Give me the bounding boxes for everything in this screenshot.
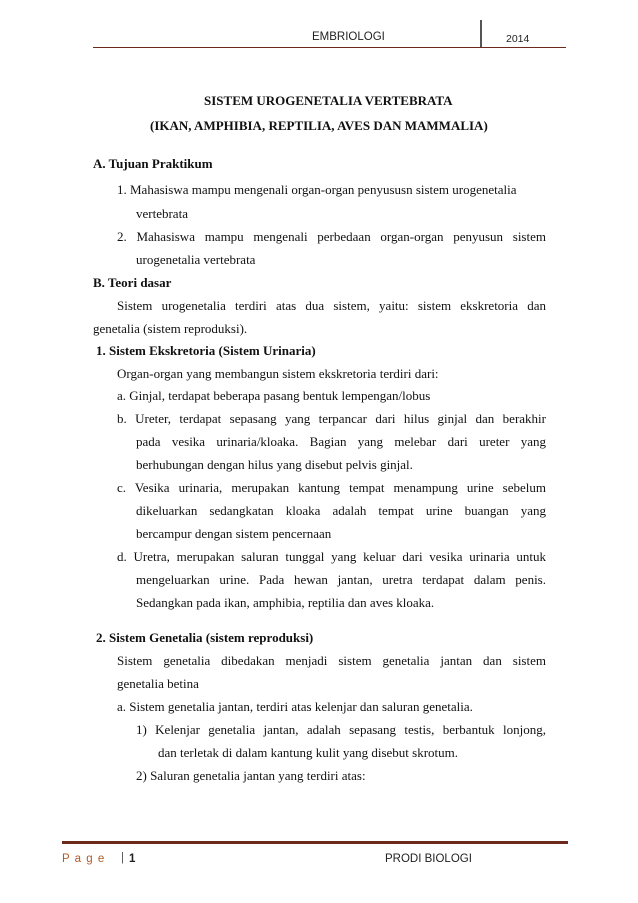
doc-title-line2: (IKAN, AMPHIBIA, REPTILIA, AVES DAN MAMMALIA): [150, 118, 488, 133]
footer-dept: PRODI BIOLOGI: [385, 853, 472, 865]
footer-page-sep: |: [121, 852, 124, 864]
sub1-d-line3: Sedangkan pada ikan, amphibia, reptilia dan aves kloaka.: [136, 595, 435, 610]
sub1-a-line1: a. Ginjal, terdapat beberapa pasang bentuk lempengan/lobus: [117, 388, 431, 403]
section-b-heading: B. Teori dasar: [93, 275, 172, 290]
footer-rule: [62, 841, 568, 844]
doc-title-line1: SISTEM UROGENETALIA VERTEBRATA: [204, 93, 453, 108]
section-a-item2-line1: 2. Mahasiswa mampu mengenali perbedaan organ-organ penyusun sistem: [117, 229, 546, 244]
section-a-heading: A. Tujuan Praktikum: [93, 156, 213, 171]
sub2-intro-line2: genetalia betina: [117, 676, 199, 691]
sub1-b-line2: pada vesika urinaria/kloaka. Bagian yang melebar dari ureter yang: [136, 434, 546, 449]
sub2-intro-line1: Sistem genetalia dibedakan menjadi sistem genetalia jantan dan sistem: [117, 653, 546, 668]
sub2-a1-line1: 1) Kelenjar genetalia jantan, adalah sepasang testis, berbantuk lonjong,: [136, 722, 546, 737]
section-a-item1-line2: vertebrata: [136, 206, 188, 221]
header-rule: [93, 47, 566, 48]
sub2-a2-line1: 2) Saluran genetalia jantan yang terdiri atas:: [136, 768, 366, 783]
section-a-item1-line1: 1. Mahasiswa mampu mengenali organ-organ penyususn sistem urogenetalia: [117, 182, 517, 197]
section-a-item2-line2: urogenetalia vertebrata: [136, 252, 256, 267]
sub2-heading: 2. Sistem Genetalia (sistem reproduksi): [96, 630, 314, 645]
sub1-d-line1: d. Uretra, merupakan saluran tunggal yang keluar dari vesika urinaria untuk: [117, 549, 546, 564]
sub1-b-line3: berhubungan dengan hilus yang disebut pelvis ginjal.: [136, 457, 413, 472]
sub1-d-line2: mengeluarkan urine. Pada hewan jantan, uretra terdapat dalam penis.: [136, 572, 546, 587]
sub1-c-line2: dikeluarkan sedangkatan kloaka adalah tempat urine buangan yang: [136, 503, 546, 518]
section-b-intro-line2: genetalia (sistem reproduksi).: [93, 321, 248, 336]
sub2-a-line1: a. Sistem genetalia jantan, terdiri atas kelenjar dan saluran genetalia.: [117, 699, 473, 714]
header-title: EMBRIOLOGI: [312, 31, 385, 43]
sub1-b-line1: b. Ureter, terdapat sepasang yang terpancar dari hilus ginjal dan berakhir: [117, 411, 546, 426]
sub1-heading: 1. Sistem Ekskretoria (Sistem Urinaria): [96, 343, 316, 358]
sub1-intro: Organ-organ yang membangun sistem ekskretoria terdiri dari:: [117, 366, 439, 381]
section-b-intro-line1: Sistem urogenetalia terdiri atas dua sistem, yaitu: sistem ekskretoria dan: [117, 298, 546, 313]
sub1-c-line1: c. Vesika urinaria, merupakan kantung tempat menampung urine sebelum: [117, 480, 546, 495]
footer-page-number: 1: [129, 853, 136, 865]
sub2-a1-line2: dan terletak di dalam kantung kulit yang disebut skrotum.: [158, 745, 459, 760]
footer-page-label: P a g e: [62, 853, 106, 865]
header-year: 2014: [506, 33, 530, 45]
sub1-c-line3: bercampur dengan sistem pencernaan: [136, 526, 332, 541]
header-divider: [480, 20, 482, 48]
